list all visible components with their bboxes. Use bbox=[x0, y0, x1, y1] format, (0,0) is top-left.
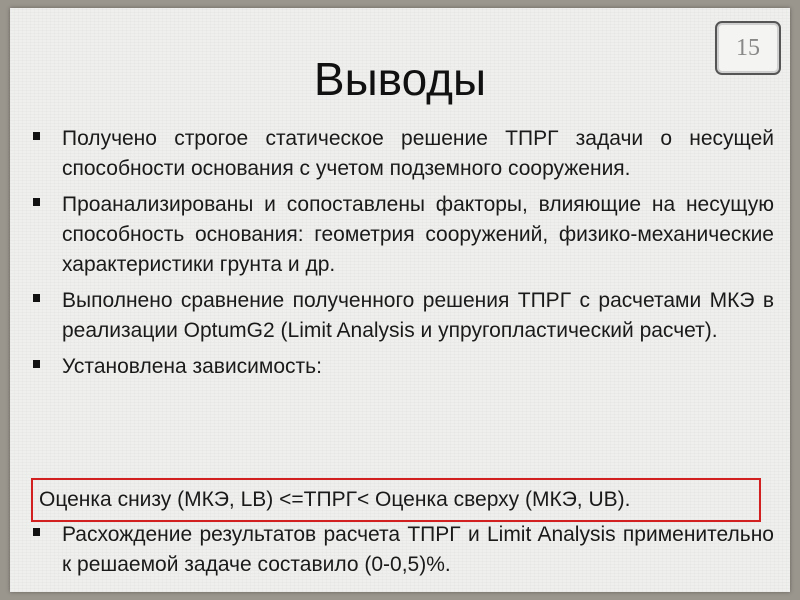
bullet-item bbox=[28, 190, 774, 280]
slide-title: Выводы bbox=[313, 53, 487, 105]
bullet-item bbox=[28, 124, 774, 184]
bullet-list bbox=[28, 124, 774, 388]
bullet-icon bbox=[33, 360, 40, 368]
bullet-icon bbox=[33, 294, 40, 302]
bullet-list-continued bbox=[28, 520, 774, 586]
bullet-item bbox=[28, 286, 774, 346]
bullet-icon bbox=[33, 528, 40, 536]
bullet-text: Расхождение результатов расчета ТПРГ и Limit Analysis применительно к решаемой задаче составило (0-0,5)%. bbox=[62, 523, 774, 576]
bullet-icon bbox=[33, 198, 40, 206]
highlighted-relation: Оценка снизу (МКЭ, LB) <=ТПРГ< Оценка сверху (МКЭ, UB). bbox=[31, 478, 761, 522]
bullet-text: Проанализированы и сопоставлены факторы, влияющие на несущую способность основания: геометрия сооружений, физико-механические характеристики грунта и др. bbox=[62, 193, 774, 276]
bullet-text: Установлена зависимость: bbox=[62, 355, 322, 378]
slide bbox=[10, 8, 790, 592]
slide-number: 15 bbox=[715, 21, 781, 75]
bullet-icon bbox=[33, 132, 40, 140]
bullet-text: Выполнено сравнение полученного решения ТПРГ с расчетами МКЭ в реализации OptumG2 (Limit Analysis и упругопластический расчет). bbox=[62, 289, 774, 342]
bullet-item bbox=[28, 352, 774, 382]
bullet-item bbox=[28, 520, 774, 580]
bullet-text: Получено строгое статическое решение ТПРГ задачи о несущей способности основания с учетом подземного сооружения. bbox=[62, 127, 774, 180]
